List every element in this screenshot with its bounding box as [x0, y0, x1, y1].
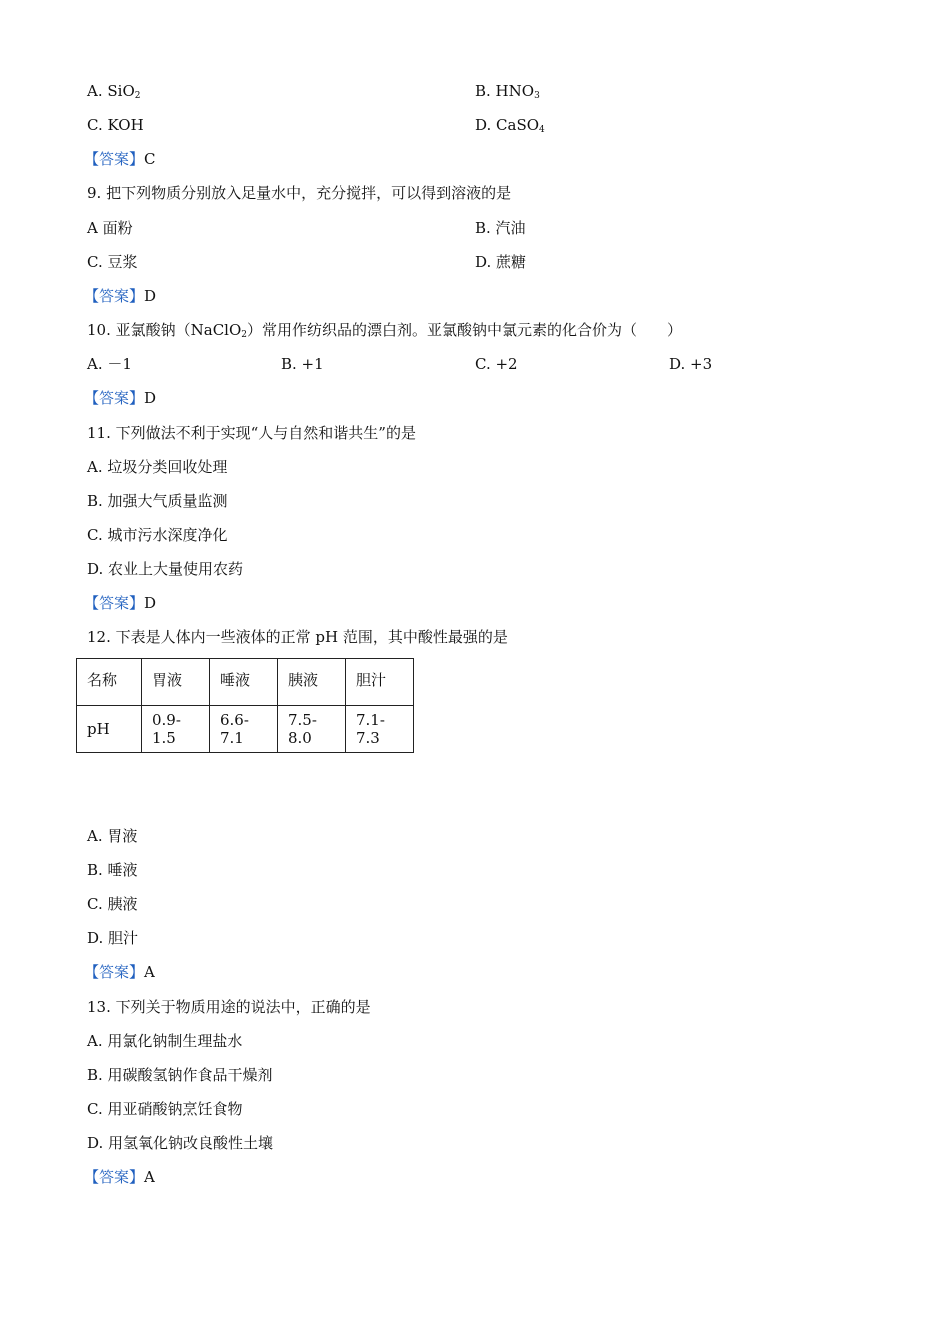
table-cell: 7.1-7.3	[346, 706, 414, 753]
answer-bracket-open: 【	[84, 963, 100, 981]
q11-option-c: C. 城市污水深度净化	[87, 526, 228, 544]
answer-bracket-open: 【	[84, 287, 100, 305]
answer-label: 答案	[99, 287, 130, 305]
option-text: A. SiO	[87, 82, 135, 100]
q9-option-c: C. 豆浆	[87, 253, 138, 271]
q8-answer	[84, 149, 156, 169]
table-header-row	[77, 659, 414, 706]
answer-bracket-close: 】	[129, 389, 145, 407]
answer-bracket-close: 】	[129, 1168, 145, 1186]
answer-label: 答案	[99, 963, 130, 981]
table-cell: 6.6-7.1	[210, 706, 278, 753]
stem-text: 10. 亚氯酸钠（NaClO	[87, 321, 242, 339]
answer-value: A	[144, 1168, 155, 1186]
table-cell: 胃液	[142, 659, 210, 706]
answer-bracket-close: 】	[129, 963, 145, 981]
q9-option-a: A 面粉	[87, 219, 133, 237]
answer-bracket-open: 【	[84, 1168, 100, 1186]
answer-label: 答案	[99, 150, 130, 168]
q13-stem: 13. 下列关于物质用途的说法中，正确的是	[87, 998, 371, 1016]
answer-value: D	[144, 287, 157, 305]
answer-label: 答案	[99, 389, 130, 407]
option-text: B. HNO	[475, 82, 535, 100]
q13-option-c: C. 用亚硝酸钠烹饪食物	[87, 1100, 243, 1118]
q8-option-a	[87, 81, 140, 106]
answer-value: D	[144, 389, 157, 407]
subscript: 3	[534, 91, 540, 101]
subscript: 2	[134, 91, 141, 101]
answer-value: A	[144, 963, 155, 981]
q11-option-b: B. 加强大气质量监测	[87, 492, 228, 510]
q9-option-b: B. 汽油	[475, 219, 526, 237]
stem-text: ）常用作纺织品的漂白剂。亚氯酸钠中氯元素的化合价为（ ）	[247, 321, 683, 339]
q9-stem: 9. 把下列物质分别放入足量水中，充分搅拌，可以得到溶液的是	[87, 184, 512, 202]
q12-option-c: C. 胰液	[87, 895, 138, 913]
q9-answer	[84, 286, 156, 306]
table-cell: 7.5-8.0	[278, 706, 346, 753]
q11-option-d: D. 农业上大量使用农药	[87, 560, 244, 578]
q12-option-d: D. 胆汁	[87, 929, 139, 947]
answer-bracket-close: 】	[129, 150, 145, 168]
q13-option-b: B. 用碳酸氢钠作食品干燥剂	[87, 1066, 273, 1084]
subscript: 2	[241, 330, 247, 340]
table-cell: 胰液	[278, 659, 346, 706]
q10-option-b: B. +1	[281, 355, 324, 373]
table-cell: 0.9-1.5	[142, 706, 210, 753]
answer-bracket-close: 】	[129, 287, 145, 305]
q12-option-a: A. 胃液	[87, 827, 138, 845]
q13-option-a: A. 用氯化钠制生理盐水	[87, 1032, 243, 1050]
answer-bracket-open: 【	[84, 150, 100, 168]
q10-answer	[84, 388, 156, 408]
q11-answer	[84, 593, 156, 613]
answer-value: D	[144, 594, 157, 612]
q13-option-d: D. 用氢氧化钠改良酸性土壤	[87, 1134, 274, 1152]
q10-option-d: D. +3	[669, 355, 713, 373]
answer-label: 答案	[99, 594, 130, 612]
ph-table	[76, 658, 414, 753]
q11-option-a: A. 垃圾分类回收处理	[87, 458, 228, 476]
q8-option-c: C. KOH	[87, 116, 144, 134]
table-cell: 胆汁	[346, 659, 414, 706]
option-text: D. CaSO	[475, 116, 540, 134]
q12-option-b: B. 唾液	[87, 861, 138, 879]
answer-bracket-close: 】	[129, 594, 145, 612]
table-cell: 名称	[77, 659, 142, 706]
answer-bracket-open: 【	[84, 594, 100, 612]
q12-stem: 12. 下表是人体内一些液体的正常 pH 范围，其中酸性最强的是	[87, 628, 508, 646]
table-cell: 唾液	[210, 659, 278, 706]
answer-value: C	[144, 150, 156, 168]
q12-answer	[84, 962, 155, 982]
q11-stem: 11. 下列做法不利于实现“人与自然和谐共生”的是	[87, 424, 416, 442]
q9-option-d: D. 蔗糖	[475, 253, 527, 271]
q10-option-c: C. +2	[475, 355, 518, 373]
q8-option-b	[475, 81, 540, 106]
table-cell: pH	[77, 706, 142, 753]
q10-option-a: A. －1	[87, 355, 132, 373]
subscript: 4	[539, 125, 545, 135]
answer-label: 答案	[99, 1168, 130, 1186]
q8-option-d	[475, 115, 545, 140]
table-row	[77, 706, 414, 753]
q10-stem	[87, 320, 682, 345]
q13-answer	[84, 1167, 155, 1187]
answer-bracket-open: 【	[84, 389, 100, 407]
